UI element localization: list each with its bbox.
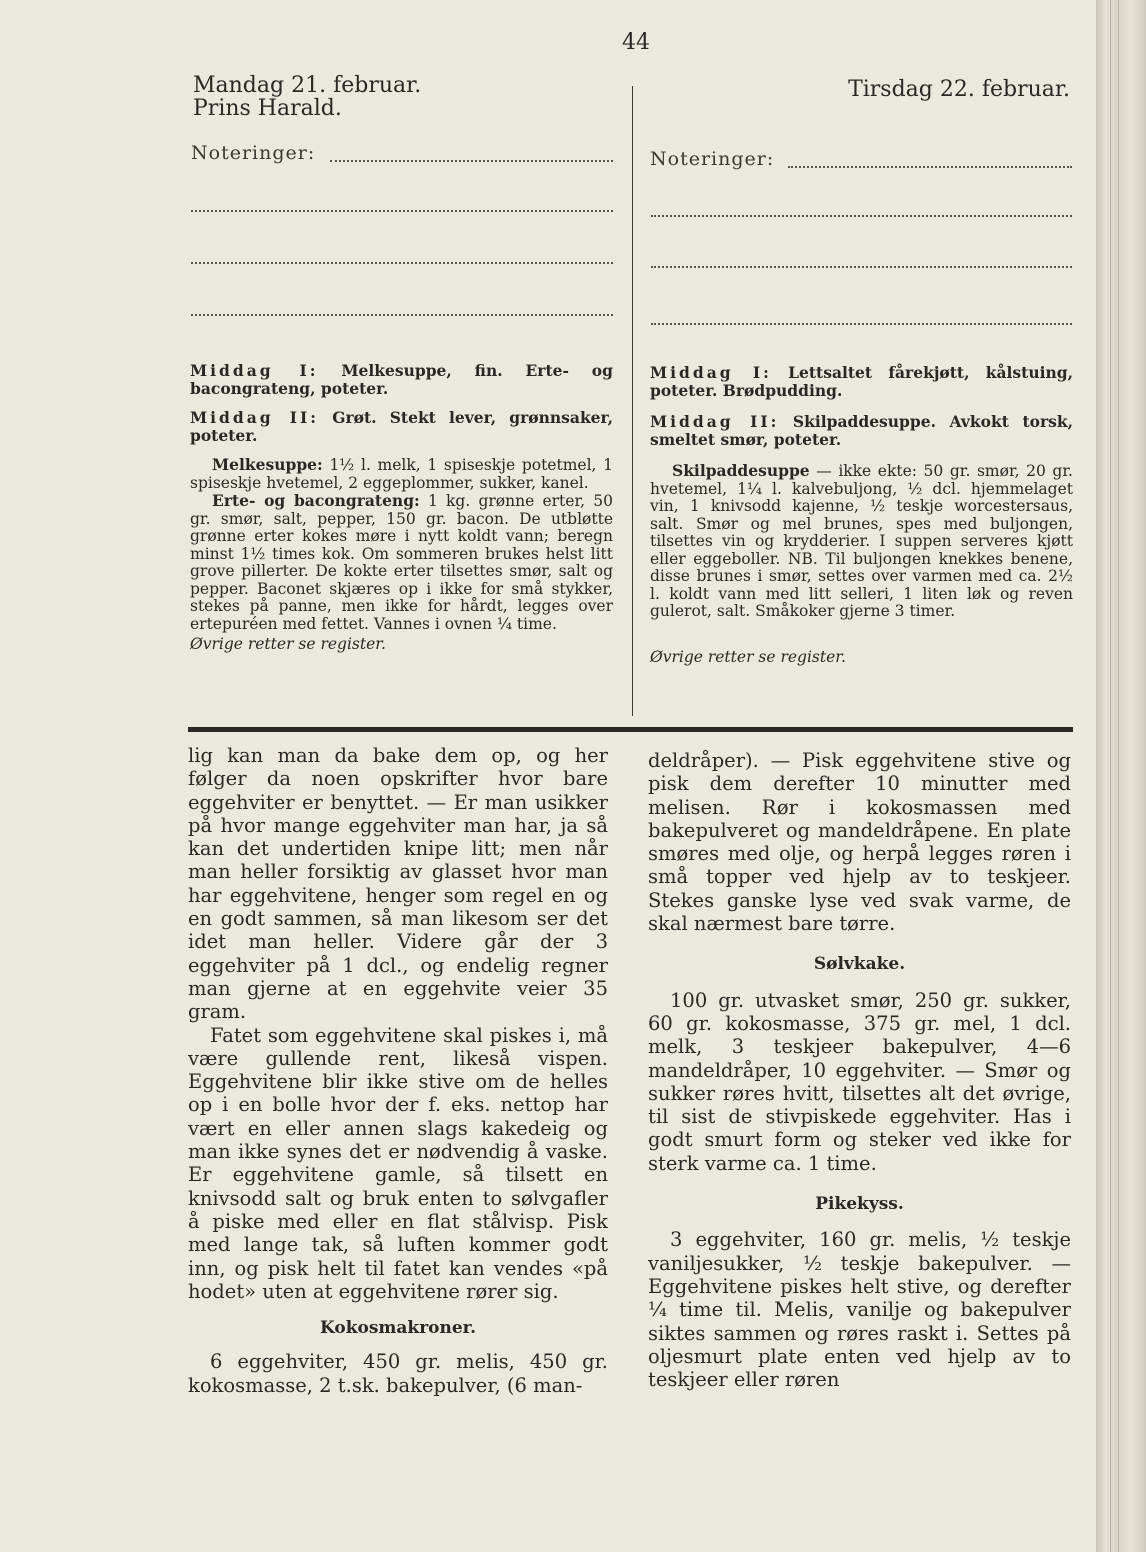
recipe-text-pikekyss: 3 eggehviter, 160 gr. melis, ½ teskje vaniljesukker, ½ teskje bakepulver. — Eggehvitene piskes helt stive, og derefter ¼ time til. Melis, vanilje og bakepulver siktes sammen og røres raskt i. Settes på oljesmurt plate enten ved hjelp av to teskjeer eller røren (648, 1228, 1071, 1392)
recipe-title-solvkake: Sølvkake. (813, 954, 906, 975)
right-recipe-text: — ikke ekte: 50 gr. smør, 20 gr. hvetemel, 1¼ l. kalvebuljong, ½ dcl. hjemmelaget vin, 1 knivsodd kajenne, ½ teskje worcestersaus, salt. Smør og mel brunes, spes med buljongen, tilsettes vin og krydderier. I suppen serveres kjøtt eller eggeboller. NB. Til buljongen knekkes benene, disse brunes i smør, settes over varmen med ca. 2½ l. koldt vann med litt selleri, 1 liten løk og reven gulerot, salt. Småkoker gjerne 3 timer. (650, 462, 1073, 620)
left-menu (190, 362, 613, 654)
left-dinner-2-label: Middag II: (190, 408, 320, 427)
left-dinner-1 (190, 362, 613, 397)
section-rule (188, 727, 1073, 732)
lower-left-para-2: Fatet som eggehvitene skal piskes i, må være gullende rent, likeså vispen. Eggehvitene blir ikke stive om de helles op i en bolle hvor der f. eks. nettop har vært en eller annen slags kakedeig og man ikke synes det er nødvendig å vaske. Er eggehvitene gamle, så tilsett en knivsodd salt og bruk enten to sølvgafler å piske med eller en flat stålvisp. Pisk med lange tak, så luften kommer godt inn, og pisk helt til fatet kan vendes «på hodet» uten at eggehvitene rører sig. (188, 1023, 608, 1303)
left-footer: Øvrige retter se register. (190, 635, 386, 653)
left-notes-line-4 (191, 314, 613, 316)
right-notes-line-1 (788, 166, 1072, 168)
column-divider (632, 86, 633, 716)
left-day-date: Mandag 21. februar. (193, 73, 422, 98)
right-dinner-1 (650, 364, 1073, 399)
recipe-title-pikekyss: Pikekyss. (815, 1194, 904, 1215)
right-footer: Øvrige retter se register. (650, 647, 846, 666)
right-dinner-2-text: Skilpaddesuppe. Avkokt torsk, smeltet smør, poteter. (650, 412, 1073, 449)
left-day-header (193, 74, 613, 120)
left-recipe-1-title: Melkesuppe: (212, 455, 323, 474)
right-menu (650, 364, 1073, 666)
left-notes-line-2 (191, 210, 613, 212)
right-dinner-1-text: Lettsaltet fårekjøtt, kålstuing, poteter. Brødpudding. (650, 363, 1073, 400)
lower-right-continuation: deldråper). — Pisk eggehvitene stive og pisk dem derefter 10 minutter med melisen. Rør i kokosmassen med bakepulveret og mandeldråpene. En plate smøres med olje, og herpå legges røren i små topper ved hjelp av to teskjeer. Stekes ganske lyse ved svak varme, de skal nærmest bare tørre. (648, 749, 1071, 936)
left-recipe-2-title: Erte- og bacongrateng: (212, 491, 420, 510)
right-notes-label: Noteringer: (650, 148, 775, 170)
left-dinner-2 (190, 409, 613, 444)
page-edge-line (1110, 0, 1111, 1552)
left-notes-line-3 (191, 262, 613, 264)
recipe-text-solvkake: 100 gr. utvasket smør, 250 gr. sukker, 60 gr. kokosmasse, 375 gr. mel, 1 dcl. melk, 3 teskjeer bakepulver, 4—6 mandeldråper, 10 eggehviter. — Smør og sukker røres hvitt, tilsettes alt det øvrige, til sist de stivpiskede eggehviter. Has i godt smurt form og steker ved ikke for sterk varme ca. 1 time. (648, 988, 1071, 1175)
right-notes-line-2 (651, 215, 1072, 217)
lower-right-column (648, 749, 1071, 1391)
left-recipe-1 (190, 456, 613, 492)
left-dinner-1-text: Melkesuppe, fin. Erte- og bacongrateng, poteter. (190, 361, 613, 398)
right-notes-line-4 (651, 323, 1072, 325)
right-recipe (650, 462, 1073, 621)
right-notes-line-3 (651, 266, 1072, 268)
left-recipe-1-text: 1½ l. melk, 1 spiseskje potetmel, 1 spiseskje hvetemel, 2 eggeplommer, sukker, kanel. (190, 456, 613, 492)
left-dinner-2-text: Grøt. Stekt lever, grønnsaker, poteter. (190, 408, 613, 445)
page-edge-line (1118, 0, 1119, 1552)
left-recipe-2 (190, 492, 613, 633)
right-dinner-2 (650, 413, 1073, 448)
recipe-text-kokosmakroner: 6 eggehviter, 450 gr. melis, 450 gr. kokosmasse, 2 t.sk. bakepulver, (6 man- (188, 1350, 608, 1397)
page-edge (1096, 0, 1146, 1552)
left-notes-line-1 (330, 160, 613, 162)
page-number: 44 (622, 30, 650, 55)
left-dinner-1-label: Middag I: (190, 361, 319, 380)
left-notes-label: Noteringer: (191, 142, 316, 164)
right-day-date: Tirsdag 22. februar. (848, 77, 1070, 102)
right-dinner-1-label: Middag I: (650, 363, 772, 382)
left-day-name: Prins Harald. (193, 96, 342, 121)
recipe-title-kokosmakroner: Kokosmakroner. (320, 1318, 476, 1339)
left-recipe-2-text: 1 kg. grønne erter, 50 gr. smør, salt, pepper, 150 gr. bacon. De utbløtte grønne erter kokes møre i nytt koldt vann; beregn minst 1½ times kok. Om sommeren brukes helst litt grove pillerter. De kokte erter tilsettes smør, salt og pepper. Baconet skjæres op i ikke for små stykker, stekes på panne, men ikke for hårdt, legges over ertepuréen med fettet. Vannes i ovnen ¼ time. (190, 492, 613, 633)
right-recipe-title: Skilpaddesuppe (672, 461, 810, 480)
lower-left-column (188, 744, 608, 1397)
lower-left-para-1: lig kan man da bake dem op, og her følger da noen opskrifter hvor bare eggehviter er benyttet. — Er man usikker på hvor mange eggehviter man har, ja så kan det undertiden knipe litt; men når man heller forsiktig av glasset hvor man har eggehvitene, henger som regel en og en godt sammen, så man likesom ser det idet man heller. Videre går der 3 eggehviter på 1 dcl., og endelig regner man gjerne at en eggehvite veier 35 gram. (188, 744, 608, 1024)
right-dinner-2-label: Middag II: (650, 412, 780, 431)
